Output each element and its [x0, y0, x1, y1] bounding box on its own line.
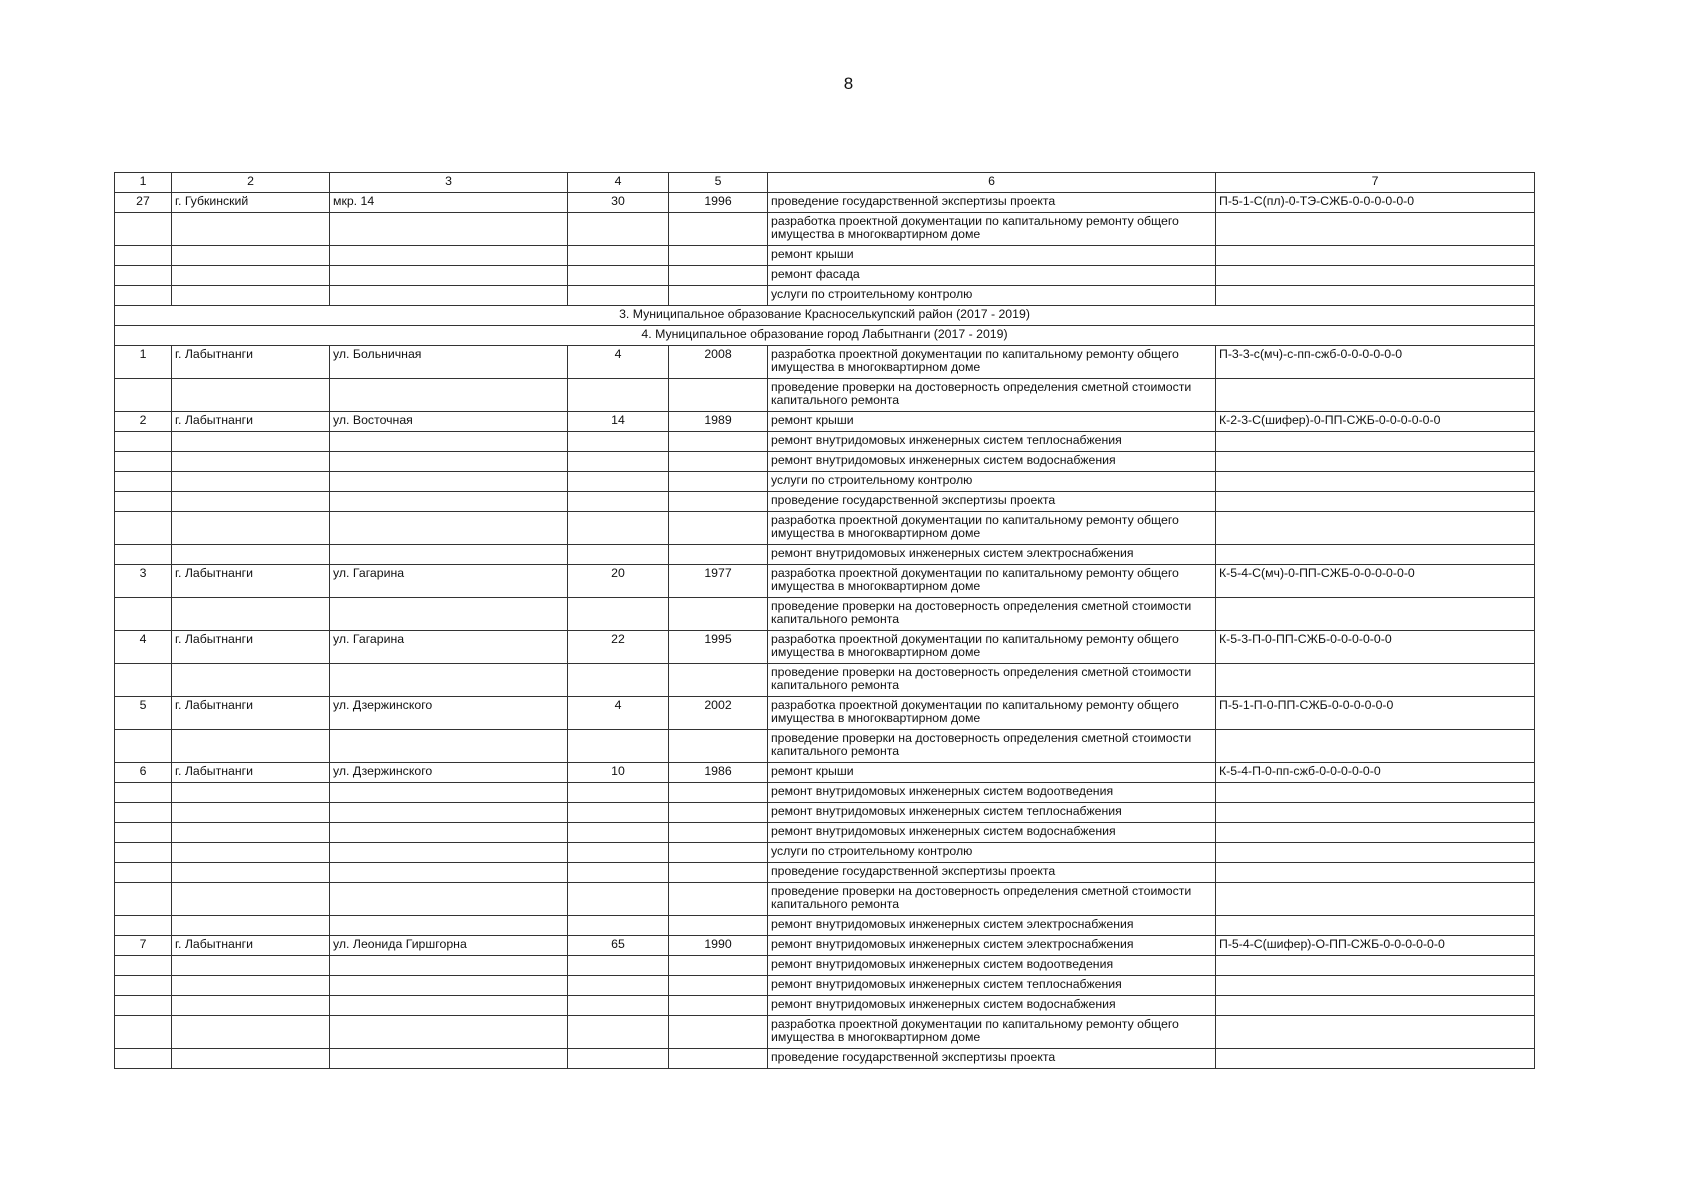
table-row — [115, 803, 1535, 823]
row-number-cell — [115, 783, 172, 803]
row-number-cell: 2 — [115, 412, 172, 432]
street-cell: ул. Дзержинского — [330, 697, 568, 730]
city-cell — [172, 916, 330, 936]
street-cell — [330, 432, 568, 452]
work-type-cell: ремонт крыши — [768, 246, 1216, 266]
street-cell: ул. Восточная — [330, 412, 568, 432]
section-title: 3. Муниципальное образование Красноселькупский район (2017 - 2019) — [115, 306, 1535, 326]
code-cell — [1216, 1049, 1535, 1069]
house-number-cell — [568, 823, 669, 843]
street-cell: ул. Гагарина — [330, 565, 568, 598]
header-cell: 3 — [330, 173, 568, 193]
house-number-cell — [568, 512, 669, 545]
table-row — [115, 631, 1535, 664]
house-number-cell — [568, 246, 669, 266]
row-number-cell — [115, 883, 172, 916]
year-cell — [669, 976, 768, 996]
house-number-cell — [568, 996, 669, 1016]
year-cell: 1989 — [669, 412, 768, 432]
code-cell — [1216, 472, 1535, 492]
table-row — [115, 783, 1535, 803]
year-cell — [669, 472, 768, 492]
work-type-cell: услуги по строительному контролю — [768, 472, 1216, 492]
table-row — [115, 452, 1535, 472]
work-type-cell: ремонт внутридомовых инженерных систем электроснабжения — [768, 916, 1216, 936]
table-row — [115, 1049, 1535, 1069]
header-cell: 5 — [669, 173, 768, 193]
row-number-cell — [115, 664, 172, 697]
code-cell — [1216, 432, 1535, 452]
row-number-cell: 3 — [115, 565, 172, 598]
year-cell — [669, 783, 768, 803]
work-type-cell: проведение проверки на достоверность определения сметной стоимости капитального ремонта — [768, 379, 1216, 412]
work-type-cell: проведение государственной экспертизы проекта — [768, 492, 1216, 512]
house-number-cell — [568, 1016, 669, 1049]
year-cell — [669, 286, 768, 306]
year-cell — [669, 916, 768, 936]
code-cell — [1216, 545, 1535, 565]
table-row — [115, 432, 1535, 452]
table-row — [115, 996, 1535, 1016]
row-number-cell — [115, 492, 172, 512]
code-cell — [1216, 883, 1535, 916]
work-type-cell: проведение проверки на достоверность определения сметной стоимости капитального ремонта — [768, 883, 1216, 916]
year-cell — [669, 1016, 768, 1049]
code-cell: П-3-3-с(мч)-с-пп-сжб-0-0-0-0-0-0 — [1216, 346, 1535, 379]
work-type-cell: разработка проектной документации по капитальному ремонту общего имущества в многоквартирном доме — [768, 697, 1216, 730]
city-cell — [172, 266, 330, 286]
year-cell — [669, 996, 768, 1016]
work-type-cell: проведение проверки на достоверность определения сметной стоимости капитального ремонта — [768, 598, 1216, 631]
code-cell: К-5-3-П-0-ПП-СЖБ-0-0-0-0-0-0 — [1216, 631, 1535, 664]
row-number-cell — [115, 512, 172, 545]
house-number-cell — [568, 286, 669, 306]
city-cell — [172, 492, 330, 512]
street-cell — [330, 545, 568, 565]
work-type-cell: услуги по строительному контролю — [768, 843, 1216, 863]
house-number-cell — [568, 598, 669, 631]
table-row — [115, 863, 1535, 883]
house-number-cell — [568, 545, 669, 565]
table-row — [115, 412, 1535, 432]
code-cell — [1216, 823, 1535, 843]
year-cell — [669, 246, 768, 266]
code-cell — [1216, 803, 1535, 823]
row-number-cell — [115, 472, 172, 492]
city-cell — [172, 783, 330, 803]
row-number-cell: 4 — [115, 631, 172, 664]
code-cell — [1216, 379, 1535, 412]
code-cell: К-5-4-С(мч)-0-ПП-СЖБ-0-0-0-0-0-0 — [1216, 565, 1535, 598]
row-number-cell: 6 — [115, 763, 172, 783]
street-cell — [330, 976, 568, 996]
work-type-cell: проведение государственной экспертизы проекта — [768, 1049, 1216, 1069]
house-number-cell — [568, 783, 669, 803]
city-cell — [172, 286, 330, 306]
street-cell — [330, 730, 568, 763]
year-cell — [669, 545, 768, 565]
code-cell — [1216, 266, 1535, 286]
work-type-cell: ремонт внутридомовых инженерных систем водоотведения — [768, 783, 1216, 803]
house-number-cell: 20 — [568, 565, 669, 598]
table-row — [115, 730, 1535, 763]
code-cell — [1216, 996, 1535, 1016]
house-number-cell: 4 — [568, 346, 669, 379]
city-cell — [172, 213, 330, 246]
city-cell: г. Лабытнанги — [172, 631, 330, 664]
street-cell: ул. Дзержинского — [330, 763, 568, 783]
code-cell — [1216, 213, 1535, 246]
table-body — [115, 173, 1535, 1069]
row-number-cell — [115, 286, 172, 306]
house-number-cell: 10 — [568, 763, 669, 783]
street-cell — [330, 512, 568, 545]
code-cell — [1216, 452, 1535, 472]
work-type-cell: разработка проектной документации по капитальному ремонту общего имущества в многоквартирном доме — [768, 631, 1216, 664]
street-cell: ул. Гагарина — [330, 631, 568, 664]
row-number-cell — [115, 545, 172, 565]
table-row — [115, 664, 1535, 697]
row-number-cell — [115, 916, 172, 936]
row-number-cell — [115, 432, 172, 452]
work-type-cell: ремонт фасада — [768, 266, 1216, 286]
house-number-cell — [568, 213, 669, 246]
code-cell — [1216, 956, 1535, 976]
house-number-cell — [568, 956, 669, 976]
year-cell: 1995 — [669, 631, 768, 664]
city-cell — [172, 512, 330, 545]
year-cell — [669, 843, 768, 863]
code-cell: К-2-3-С(шифер)-0-ПП-СЖБ-0-0-0-0-0-0 — [1216, 412, 1535, 432]
table-row — [115, 492, 1535, 512]
header-cell: 1 — [115, 173, 172, 193]
street-cell — [330, 1049, 568, 1069]
table-row — [115, 823, 1535, 843]
table-row — [115, 976, 1535, 996]
row-number-cell — [115, 803, 172, 823]
code-cell — [1216, 246, 1535, 266]
work-type-cell: ремонт внутридомовых инженерных систем электроснабжения — [768, 545, 1216, 565]
house-number-cell: 14 — [568, 412, 669, 432]
table-row — [115, 883, 1535, 916]
street-cell — [330, 803, 568, 823]
house-number-cell — [568, 843, 669, 863]
house-number-cell — [568, 976, 669, 996]
street-cell: ул. Леонида Гиршгорна — [330, 936, 568, 956]
house-number-cell: 4 — [568, 697, 669, 730]
work-type-cell: услуги по строительному контролю — [768, 286, 1216, 306]
table-row — [115, 246, 1535, 266]
house-number-cell — [568, 916, 669, 936]
street-cell: мкр. 14 — [330, 193, 568, 213]
street-cell — [330, 472, 568, 492]
code-cell: П-5-1-П-0-ПП-СЖБ-0-0-0-0-0-0 — [1216, 697, 1535, 730]
city-cell — [172, 803, 330, 823]
house-number-cell — [568, 803, 669, 823]
table-row — [115, 1016, 1535, 1049]
work-type-cell: ремонт внутридомовых инженерных систем водоотведения — [768, 956, 1216, 976]
city-cell — [172, 843, 330, 863]
city-cell: г. Лабытнанги — [172, 763, 330, 783]
table-row — [115, 565, 1535, 598]
year-cell — [669, 956, 768, 976]
table-row — [115, 956, 1535, 976]
work-type-cell: ремонт внутридомовых инженерных систем водоснабжения — [768, 452, 1216, 472]
year-cell — [669, 823, 768, 843]
year-cell — [669, 803, 768, 823]
section-header-row — [115, 306, 1535, 326]
year-cell — [669, 664, 768, 697]
street-cell — [330, 823, 568, 843]
house-number-cell — [568, 492, 669, 512]
table-row — [115, 697, 1535, 730]
code-cell — [1216, 598, 1535, 631]
city-cell — [172, 545, 330, 565]
code-cell: П-5-1-С(пл)-0-ТЭ-СЖБ-0-0-0-0-0-0 — [1216, 193, 1535, 213]
row-number-cell — [115, 996, 172, 1016]
code-cell: П-5-4-С(шифер)-О-ПП-СЖБ-0-0-0-0-0-0 — [1216, 936, 1535, 956]
work-type-cell: ремонт внутридомовых инженерных систем водоснабжения — [768, 996, 1216, 1016]
city-cell: г. Лабытнанги — [172, 565, 330, 598]
header-cell: 2 — [172, 173, 330, 193]
table-row — [115, 286, 1535, 306]
year-cell — [669, 266, 768, 286]
street-cell — [330, 286, 568, 306]
header-cell: 4 — [568, 173, 669, 193]
work-type-cell: разработка проектной документации по капитальному ремонту общего имущества в многоквартирном доме — [768, 1016, 1216, 1049]
house-number-cell: 22 — [568, 631, 669, 664]
house-number-cell — [568, 379, 669, 412]
city-cell — [172, 246, 330, 266]
header-cell: 7 — [1216, 173, 1535, 193]
table-row — [115, 545, 1535, 565]
work-type-cell: проведение государственной экспертизы проекта — [768, 193, 1216, 213]
row-number-cell — [115, 1016, 172, 1049]
city-cell — [172, 379, 330, 412]
code-cell — [1216, 1016, 1535, 1049]
city-cell: г. Лабытнанги — [172, 412, 330, 432]
work-type-cell: ремонт крыши — [768, 412, 1216, 432]
table-row — [115, 472, 1535, 492]
house-number-cell — [568, 1049, 669, 1069]
work-type-cell: разработка проектной документации по капитальному ремонту общего имущества в многоквартирном доме — [768, 346, 1216, 379]
header-cell: 6 — [768, 173, 1216, 193]
row-number-cell: 7 — [115, 936, 172, 956]
city-cell — [172, 664, 330, 697]
row-number-cell — [115, 266, 172, 286]
work-type-cell: ремонт крыши — [768, 763, 1216, 783]
street-cell — [330, 956, 568, 976]
year-cell: 2002 — [669, 697, 768, 730]
section-header-row — [115, 326, 1535, 346]
city-cell — [172, 1049, 330, 1069]
street-cell — [330, 664, 568, 697]
table-row — [115, 193, 1535, 213]
row-number-cell — [115, 1049, 172, 1069]
table-header-row — [115, 173, 1535, 193]
code-cell: К-5-4-П-0-пп-сжб-0-0-0-0-0-0 — [1216, 763, 1535, 783]
year-cell — [669, 883, 768, 916]
code-cell — [1216, 512, 1535, 545]
row-number-cell — [115, 598, 172, 631]
street-cell — [330, 452, 568, 472]
work-type-cell: ремонт внутридомовых инженерных систем теплоснабжения — [768, 432, 1216, 452]
work-type-cell: ремонт внутридомовых инженерных систем водоснабжения — [768, 823, 1216, 843]
row-number-cell: 27 — [115, 193, 172, 213]
works-table — [114, 172, 1535, 1069]
house-number-cell — [568, 472, 669, 492]
row-number-cell: 5 — [115, 697, 172, 730]
house-number-cell — [568, 863, 669, 883]
city-cell: г. Лабытнанги — [172, 936, 330, 956]
row-number-cell: 1 — [115, 346, 172, 379]
code-cell — [1216, 664, 1535, 697]
code-cell — [1216, 783, 1535, 803]
street-cell — [330, 863, 568, 883]
city-cell — [172, 472, 330, 492]
code-cell — [1216, 916, 1535, 936]
house-number-cell — [568, 883, 669, 916]
table-row — [115, 512, 1535, 545]
row-number-cell — [115, 956, 172, 976]
street-cell — [330, 379, 568, 412]
city-cell: г. Лабытнанги — [172, 697, 330, 730]
year-cell — [669, 432, 768, 452]
row-number-cell — [115, 823, 172, 843]
table-row — [115, 266, 1535, 286]
year-cell: 1990 — [669, 936, 768, 956]
section-title: 4. Муниципальное образование город Лабытнанги (2017 - 2019) — [115, 326, 1535, 346]
table-row — [115, 346, 1535, 379]
work-type-cell: ремонт внутридомовых инженерных систем теплоснабжения — [768, 803, 1216, 823]
work-type-cell: ремонт внутридомовых инженерных систем теплоснабжения — [768, 976, 1216, 996]
year-cell: 1996 — [669, 193, 768, 213]
work-type-cell: проведение проверки на достоверность определения сметной стоимости капитального ремонта — [768, 664, 1216, 697]
city-cell — [172, 432, 330, 452]
house-number-cell — [568, 452, 669, 472]
city-cell — [172, 883, 330, 916]
row-number-cell — [115, 863, 172, 883]
page-number: 8 — [843, 74, 854, 93]
work-type-cell: проведение государственной экспертизы проекта — [768, 863, 1216, 883]
year-cell — [669, 863, 768, 883]
row-number-cell — [115, 730, 172, 763]
table-row — [115, 213, 1535, 246]
house-number-cell — [568, 432, 669, 452]
work-type-cell: ремонт внутридомовых инженерных систем электроснабжения — [768, 936, 1216, 956]
year-cell — [669, 1049, 768, 1069]
table-row — [115, 379, 1535, 412]
year-cell — [669, 512, 768, 545]
street-cell — [330, 492, 568, 512]
code-cell — [1216, 286, 1535, 306]
row-number-cell — [115, 246, 172, 266]
row-number-cell — [115, 379, 172, 412]
street-cell — [330, 783, 568, 803]
year-cell — [669, 213, 768, 246]
house-number-cell: 30 — [568, 193, 669, 213]
row-number-cell — [115, 976, 172, 996]
street-cell — [330, 266, 568, 286]
city-cell — [172, 823, 330, 843]
row-number-cell — [115, 452, 172, 472]
work-type-cell: проведение проверки на достоверность определения сметной стоимости капитального ремонта — [768, 730, 1216, 763]
year-cell: 1977 — [669, 565, 768, 598]
table-row — [115, 916, 1535, 936]
code-cell — [1216, 843, 1535, 863]
year-cell — [669, 379, 768, 412]
year-cell: 2008 — [669, 346, 768, 379]
house-number-cell: 65 — [568, 936, 669, 956]
street-cell — [330, 213, 568, 246]
city-cell — [172, 976, 330, 996]
city-cell — [172, 598, 330, 631]
house-number-cell — [568, 266, 669, 286]
city-cell: г. Лабытнанги — [172, 346, 330, 379]
row-number-cell — [115, 843, 172, 863]
code-cell — [1216, 976, 1535, 996]
street-cell — [330, 916, 568, 936]
year-cell — [669, 730, 768, 763]
house-number-cell — [568, 664, 669, 697]
table-row — [115, 843, 1535, 863]
table-row — [115, 763, 1535, 783]
code-cell — [1216, 492, 1535, 512]
year-cell — [669, 492, 768, 512]
work-type-cell: разработка проектной документации по капитальному ремонту общего имущества в многоквартирном доме — [768, 565, 1216, 598]
code-cell — [1216, 730, 1535, 763]
street-cell — [330, 843, 568, 863]
city-cell — [172, 730, 330, 763]
house-number-cell — [568, 730, 669, 763]
city-cell — [172, 956, 330, 976]
city-cell: г. Губкинский — [172, 193, 330, 213]
city-cell — [172, 452, 330, 472]
work-type-cell: разработка проектной документации по капитальному ремонту общего имущества в многоквартирном доме — [768, 213, 1216, 246]
street-cell — [330, 246, 568, 266]
street-cell: ул. Больничная — [330, 346, 568, 379]
city-cell — [172, 996, 330, 1016]
year-cell — [669, 598, 768, 631]
year-cell: 1986 — [669, 763, 768, 783]
city-cell — [172, 863, 330, 883]
street-cell — [330, 598, 568, 631]
city-cell — [172, 1016, 330, 1049]
row-number-cell — [115, 213, 172, 246]
table-row — [115, 936, 1535, 956]
street-cell — [330, 883, 568, 916]
work-type-cell: разработка проектной документации по капитальному ремонту общего имущества в многоквартирном доме — [768, 512, 1216, 545]
code-cell — [1216, 863, 1535, 883]
year-cell — [669, 452, 768, 472]
table-row — [115, 598, 1535, 631]
street-cell — [330, 996, 568, 1016]
street-cell — [330, 1016, 568, 1049]
